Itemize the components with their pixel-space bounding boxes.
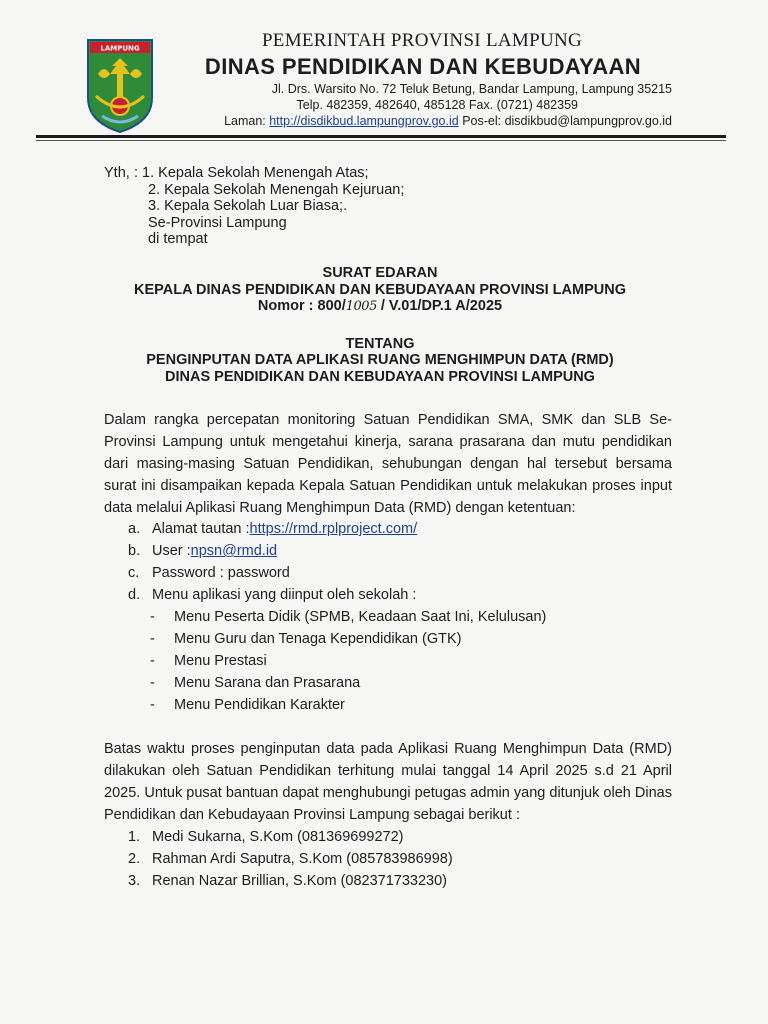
- handwritten-number: 1005: [345, 299, 377, 314]
- letter-number: Nomor : 800/1005 / V.01/DP.1 A/2025: [257, 298, 503, 314]
- subject-line: PENGINPUTAN DATA APLIKASI RUANG MENGHIMPUN DATA (RMD): [146, 352, 614, 368]
- intro-paragraph: Dalam rangka percepatan monitoring Satuan Pendidikan SMA, SMK dan SLB Se- Provinsi Lampung untuk mengetahui kinerja, sarana prasarana dan mutu pendidikan dari masing-masing Satuan Pendidikan, sehubungan dengan hal tersebut bersama surat ini disampaikan kepada Kepala Satuan Pendidikan untuk melakukan proses input data melalui Aplikasi Ruang Menghimpun Data (RMD) dengan ketentuan:: [104, 412, 672, 516]
- contact-item: 1. Medi Sukarna, S.Kom (081369699272): [128, 829, 404, 845]
- user-email-link[interactable]: npsn@rmd.id: [190, 543, 278, 559]
- circular-title-block: [80, 265, 680, 385]
- logo-text: LAMPUNG: [100, 44, 140, 53]
- recipient-line: di tempat: [148, 231, 208, 247]
- menu-item: - Menu Prestasi: [150, 653, 267, 669]
- list-item: d. Menu aplikasi yang diinput oleh sekolah :: [128, 587, 417, 603]
- menu-item: - Menu Peserta Didik (SPMB, Keadaan Saat Ini, Kelulusan): [150, 609, 547, 625]
- letterhead-divider-thick: [36, 135, 726, 138]
- agency-web-email: [180, 114, 672, 128]
- list-item: b. User : npsn@rmd.id: [128, 540, 417, 562]
- menu-item: - Menu Pendidikan Karakter: [150, 697, 345, 713]
- agency-phone: Telp. 482359, 482640, 485128 Fax. (0721) 482359: [296, 98, 578, 112]
- agency-address: Jl. Drs. Warsito No. 72 Teluk Betung, Bandar Lampung, Lampung 35215: [271, 82, 672, 96]
- contact-list: [128, 826, 453, 892]
- letterhead-divider-thin: [36, 140, 726, 141]
- contact-item: 3. Renan Nazar Brillian, S.Kom (082371733230): [128, 873, 448, 889]
- recipient-line: 2. Kepala Sekolah Menengah Kejuruan;: [148, 181, 405, 198]
- recipient-line: 3. Kepala Sekolah Luar Biasa;.: [148, 198, 348, 214]
- contact-item: 2. Rahman Ardi Saputra, S.Kom (085783986998): [128, 851, 453, 867]
- menu-item: - Menu Sarana dan Prasarana: [150, 675, 361, 691]
- recipient-list: [134, 165, 404, 248]
- doc-type: SURAT EDARAN: [322, 265, 438, 281]
- agency-heading: DINAS PENDIDIKAN DAN KEBUDAYAAN: [204, 54, 642, 79]
- email-text: Pos-el: disdikbud@lampungprov.go.id: [458, 114, 672, 128]
- list-item: c. Password : password: [128, 565, 290, 581]
- subject-line: DINAS PENDIDIKAN DAN KEBUDAYAAN PROVINSI LAMPUNG: [165, 368, 595, 385]
- menu-item: - Menu Guru dan Tenaga Kependidikan (GTK): [150, 631, 462, 647]
- provisions-list: [128, 518, 417, 606]
- website-link[interactable]: http://disdikbud.lampungprov.go.id: [269, 114, 459, 128]
- issuer: KEPALA DINAS PENDIDIKAN DAN KEBUDAYAAN PROVINSI LAMPUNG: [134, 281, 626, 298]
- list-item: a. Alamat tautan : https://rmd.rplproject.com/: [128, 518, 417, 540]
- government-heading: PEMERINTAH PROVINSI LAMPUNG: [261, 30, 583, 51]
- menu-list: [150, 606, 546, 716]
- web-prefix: Laman:: [224, 114, 270, 128]
- deadline-paragraph: Batas waktu proses penginputan data pada Aplikasi Ruang Menghimpun Data (RMD) dilakukan oleh Satuan Pendidikan terhitung mulai tanggal 14 April 2025 s.d 21 April 2025. Untuk pusat bantuan dapat menghubungi petugas admin yang ditunjuk oleh Dinas Pendidikan dan Kebudayaan Provinsi Lampung sebagai berikut :: [104, 741, 672, 823]
- lampung-emblem-logo: [84, 36, 156, 134]
- recipient-line: Se-Provinsi Lampung: [148, 214, 287, 231]
- tentang-heading: TENTANG: [345, 335, 415, 352]
- rmd-link[interactable]: https://rmd.rplproject.com/: [249, 521, 418, 537]
- recipient-line: : 1. Kepala Sekolah Menengah Atas;: [134, 165, 369, 181]
- salutation: Yth,: [104, 165, 130, 181]
